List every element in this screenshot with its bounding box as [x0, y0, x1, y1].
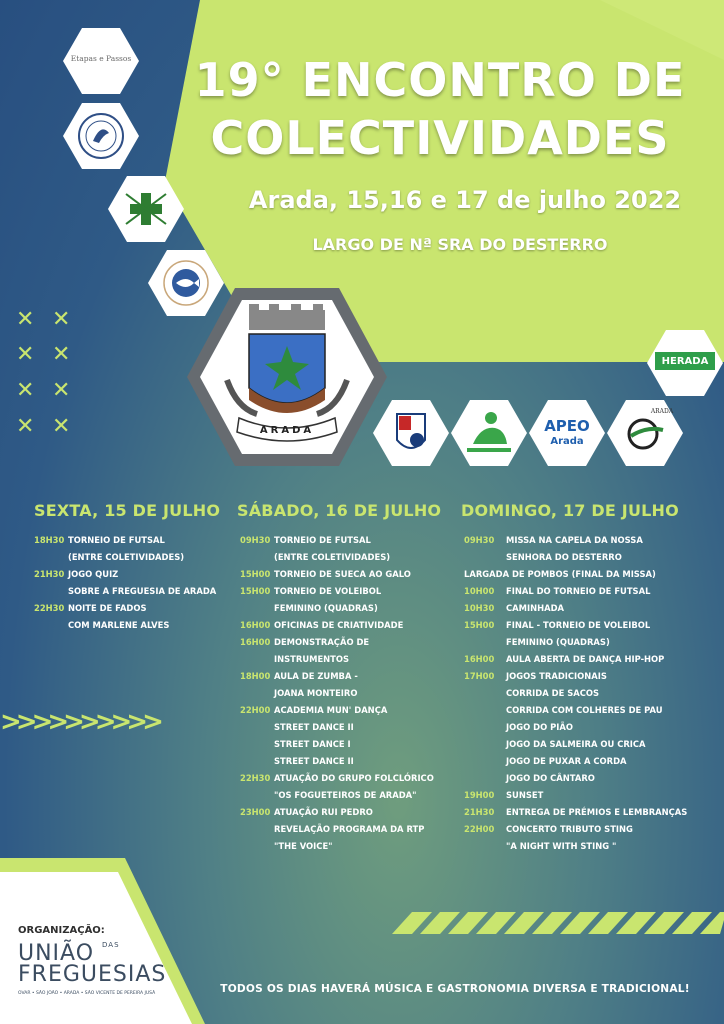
schedule-row — [34, 566, 216, 583]
schedule-friday — [34, 532, 216, 634]
event-time: 10H30 — [464, 603, 495, 613]
event-text: SUNSET — [506, 790, 544, 800]
schedule-row — [464, 770, 687, 787]
event-venue: LARGO DE Nª SRA DO DESTERRO — [312, 235, 608, 254]
event-time — [464, 838, 506, 855]
event-time: 15H00 — [240, 586, 271, 596]
schedule-row — [464, 719, 687, 736]
schedule-row — [240, 549, 434, 566]
event-text: NOITE DE FADOS — [68, 603, 147, 613]
event-time — [464, 736, 506, 753]
event-text: STREET DANCE I — [274, 739, 351, 749]
event-time: 23H00 — [240, 807, 271, 817]
event-text: JOGO DA SALMEIRA OU CRICA — [506, 739, 646, 749]
event-time — [240, 753, 274, 770]
event-time: 09H30 — [240, 535, 271, 545]
event-text: TORNEIO DE SUECA AO GALO — [274, 569, 411, 579]
event-text: STREET DANCE II — [274, 756, 354, 766]
event-text: (ENTRE COLETIVIDADES) — [68, 552, 185, 562]
event-time — [464, 770, 506, 787]
organizer-name-line-2: FREGUESIAS — [18, 962, 167, 987]
schedule-row — [240, 634, 434, 651]
schedule-row — [240, 532, 434, 549]
etapas-passos-logo — [63, 28, 139, 94]
event-text: TORNEIO DE FUTSAL — [274, 535, 371, 545]
event-time — [34, 549, 68, 566]
event-time — [240, 549, 274, 566]
schedule-row — [464, 753, 687, 770]
schedule-row — [464, 566, 687, 583]
x-mark-icon: ✕ — [52, 307, 71, 332]
event-time: 18H30 — [34, 535, 65, 545]
event-text: TORNEIO DE FUTSAL — [68, 535, 165, 545]
apeo-label: APEO — [544, 417, 590, 435]
event-text: JOGOS TRADICIONAIS — [506, 671, 607, 681]
parents-association-logo — [451, 400, 527, 466]
event-text: DEMONSTRAÇÃO DE — [274, 637, 370, 647]
event-text: REVELAÇÃO PROGRAMA DA RTP — [274, 824, 425, 834]
schedule-row — [34, 617, 216, 634]
event-time: 10H00 — [464, 586, 495, 596]
event-time: 16H00 — [464, 654, 495, 664]
schedule-row — [240, 770, 434, 787]
event-text: "OS FOGUETEIROS DE ARADA" — [274, 790, 417, 800]
schedule-row — [34, 600, 216, 617]
x-mark-icon: ✕ — [52, 342, 71, 367]
schedule-row — [240, 702, 434, 719]
event-text: SOBRE A FREGUESIA DE ARADA — [68, 586, 217, 596]
organizer-subtitle: OVAR • SÃO JOÃO • ARADA • SÃO VICENTE DE PEREIRA JUSÃ — [18, 991, 156, 996]
arada-social-logo — [607, 400, 683, 466]
schedule-row — [240, 787, 434, 804]
event-text: JOGO QUIZ — [68, 569, 119, 579]
event-time: 18H00 — [240, 671, 271, 681]
event-time: 22H00 — [464, 824, 495, 834]
schedule-row — [464, 617, 687, 634]
event-time — [240, 600, 274, 617]
schedule-row — [464, 532, 687, 549]
schedule-row — [240, 804, 434, 821]
crest-label: ARADA — [259, 425, 315, 436]
event-text: INSTRUMENTOS — [274, 654, 350, 664]
schedule-row — [464, 787, 687, 804]
schedule-row — [464, 668, 687, 685]
event-text: FEMININO (QUADRAS) — [506, 637, 610, 647]
organizer-name-line-1: UNIÃO $^{DAS}$ — [18, 941, 120, 966]
event-text: CAMINHADA — [506, 603, 565, 613]
schedule-row — [34, 549, 216, 566]
event-time — [464, 634, 506, 651]
event-time: 16H00 — [240, 637, 271, 647]
chevron-arrows-icon: >>>>>>>>>> — [0, 707, 158, 737]
schedule-row — [240, 566, 434, 583]
schedule-row — [464, 685, 687, 702]
event-time: 09H30 — [464, 535, 495, 545]
event-text: (ENTRE COLETIVIDADES) — [274, 552, 391, 562]
event-time — [464, 702, 506, 719]
event-text: JOGO DO CÂNTARO — [506, 773, 595, 783]
schedule-sunday — [464, 532, 687, 855]
event-time — [464, 719, 506, 736]
event-text: "A NIGHT WITH STING " — [506, 841, 617, 851]
day-heading-saturday: SÁBADO, 16 DE JULHO — [237, 501, 442, 520]
event-time — [34, 583, 68, 600]
schedule-row — [240, 685, 434, 702]
schedule-row — [240, 719, 434, 736]
schedule-row — [240, 736, 434, 753]
schedule-row — [240, 668, 434, 685]
event-text: ACADEMIA MUN' DANÇA — [274, 705, 388, 715]
event-time: 17H00 — [464, 671, 495, 681]
event-text: ATUAÇÃO RUI PEDRO — [274, 807, 373, 817]
x-mark-icon: ✕ — [16, 307, 35, 332]
event-time — [464, 753, 506, 770]
schedule-row — [464, 804, 687, 821]
green-cross-logo — [108, 176, 184, 242]
schedule-row — [464, 821, 687, 838]
event-text: CONCERTO TRIBUTO STING — [506, 824, 633, 834]
herada-label: HERADA — [661, 356, 709, 367]
schedule-row — [464, 838, 687, 855]
schedule-row — [464, 583, 687, 600]
schedule-saturday — [240, 532, 434, 855]
event-text: MISSA NA CAPELA DA NOSSA — [506, 535, 643, 545]
event-time — [240, 719, 274, 736]
event-time: 22H30 — [34, 603, 65, 613]
association-seal-logo — [63, 103, 139, 169]
event-text: JOGO DE PUXAR A CORDA — [506, 756, 627, 766]
event-time — [240, 736, 274, 753]
apeo-sub-label: Arada — [550, 436, 584, 447]
x-mark-icon: ✕ — [52, 378, 71, 403]
event-time: 22H30 — [240, 773, 271, 783]
event-text: CORRIDA DE SACOS — [506, 688, 600, 698]
day-heading-sunday: DOMINGO, 17 DE JULHO — [461, 501, 679, 520]
title-line-2: COLECTIVIDADES — [210, 111, 670, 165]
schedule-row — [34, 532, 216, 549]
arada-small-label: ARADA — [650, 408, 674, 415]
event-time — [464, 685, 506, 702]
event-time — [464, 549, 506, 566]
event-time — [240, 821, 274, 838]
footer-note: TODOS OS DIAS HAVERÁ MÚSICA E GASTRONOMIA DIVERSA E TRADICIONAL! — [220, 983, 690, 995]
event-text: FINAL - TORNEIO DE VOLEIBOL — [506, 620, 651, 630]
event-text: ENTREGA DE PRÉMIOS E LEMBRANÇAS — [506, 807, 688, 817]
event-time: 19H00 — [464, 790, 495, 800]
event-time — [240, 787, 274, 804]
event-time: 15H00 — [464, 620, 495, 630]
event-text: CORRIDA COM COLHERES DE PAU — [506, 705, 663, 715]
event-text: STREET DANCE II — [274, 722, 354, 732]
schedule-row — [464, 549, 687, 566]
event-text: AULA DE ZUMBA - — [274, 671, 358, 681]
event-text: "THE VOICE" — [274, 841, 333, 851]
schedule-row — [240, 600, 434, 617]
event-text: FINAL DO TORNEIO DE FUTSAL — [506, 586, 651, 596]
event-time: 22H00 — [240, 705, 271, 715]
schedule-row — [240, 651, 434, 668]
schedule-row — [240, 617, 434, 634]
event-text: SENHORA DO DESTERRO — [506, 552, 622, 562]
event-text: LARGADA DE POMBOS (FINAL DA MISSA) — [464, 569, 656, 579]
herada-logo — [647, 330, 723, 396]
schedule-row — [464, 736, 687, 753]
event-text: ATUAÇÃO DO GRUPO FOLCLÓRICO — [274, 773, 434, 783]
arada-crest-logo — [187, 288, 387, 466]
event-text: FEMININO (QUADRAS) — [274, 603, 378, 613]
event-text: COM MARLENE ALVES — [68, 620, 170, 630]
event-time: 15H00 — [240, 569, 271, 579]
event-time: 21H30 — [464, 807, 495, 817]
event-text: JOGO DO PIÃO — [506, 722, 573, 732]
schedule-row — [464, 702, 687, 719]
schedule-row — [34, 583, 216, 600]
apeo-logo — [529, 400, 605, 466]
x-mark-icon: ✕ — [16, 414, 35, 439]
organizer-label: ORGANIZAÇÃO: — [18, 925, 105, 936]
x-mark-icon: ✕ — [52, 414, 71, 439]
event-text: AULA ABERTA DE DANÇA HIP-HOP — [506, 654, 665, 664]
schedule-row — [464, 651, 687, 668]
event-text: TORNEIO DE VOLEIBOL — [274, 586, 382, 596]
event-time: 21H30 — [34, 569, 65, 579]
etapas-label: Etapas e Passos — [70, 54, 132, 63]
schedule-row — [240, 838, 434, 855]
event-dates: Arada, 15,16 e 17 de julho 2022 — [248, 186, 682, 214]
organizer-name-of: DAS — [102, 941, 120, 949]
event-time — [240, 651, 274, 668]
day-heading-friday: SEXTA, 15 DE JULHO — [34, 501, 221, 520]
event-text: JOANA MONTEIRO — [274, 688, 358, 698]
x-mark-icon: ✕ — [16, 342, 35, 367]
schedule-row — [240, 753, 434, 770]
schedule-row — [240, 583, 434, 600]
event-time: 16H00 — [240, 620, 271, 630]
event-text: OFICINAS DE CRIATIVIDADE — [274, 620, 404, 630]
schedule-row — [464, 600, 687, 617]
event-time — [240, 838, 274, 855]
schedule-row — [240, 821, 434, 838]
event-time — [240, 685, 274, 702]
title-line-1: 19° ENCONTRO DE — [194, 53, 686, 107]
sports-club-logo — [373, 400, 449, 466]
schedule-row — [464, 634, 687, 651]
x-mark-icon: ✕ — [16, 378, 35, 403]
event-time — [34, 617, 68, 634]
